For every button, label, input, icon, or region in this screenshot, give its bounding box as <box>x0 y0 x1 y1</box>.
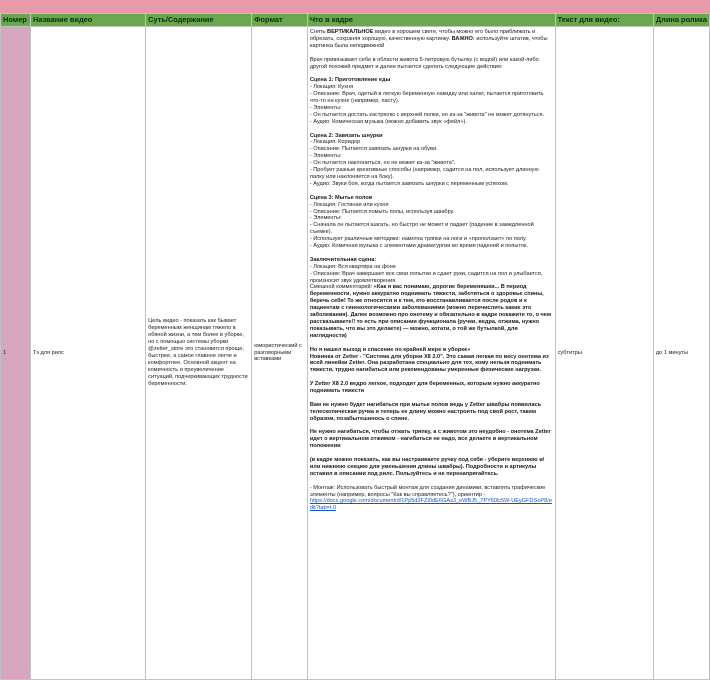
top-color-strip <box>0 0 710 14</box>
scene-3-title: Сцена 3: Мытье полов <box>309 194 373 201</box>
scene-3-line: - Элементы: <box>309 215 342 222</box>
scene-2-line: - Описание: Пытается завязать шнурки на обуви. <box>309 146 438 153</box>
scene-2-line: - Аудио: Звуки боя, когда пытается завязать шнурки с переменным успехом. <box>309 180 509 187</box>
scene-1-line: - Описание: Врач, одетый в легкую беременную накидку или халат, пытается приготовить что-то на кухне (например, пасту). <box>309 91 544 105</box>
content-plan-table <box>0 13 710 680</box>
video-length: до 1 минуты <box>655 349 688 356</box>
table-row <box>1 27 710 680</box>
product-wringer: Не нужно нагибаться, чтобы отжать тряпку, а с животом это неудобно - онотема Zetter идет о вертикальном отжимом - нагибаться не надо, все делаете в вертикальном положении <box>309 429 551 450</box>
final-scene-line: - Описание: Врач завершает все свои попытки и сдает руки, садится на пол и улыбается, произносит звук удовлетворения. <box>309 270 543 284</box>
final-comment <box>310 284 553 339</box>
scene-1-line: - Локация: Кухня <box>309 84 354 91</box>
row-number: 1 <box>3 349 7 356</box>
scene-1-line: - Он пытается достать кастрюлю с верхней полки, но из-за "живота" не может дотянуться. <box>309 111 545 118</box>
shooting-instructions <box>310 29 553 50</box>
scene-1-title: Сцена 1: Приготовление еды <box>309 77 391 84</box>
scene-2-line: - Он пытается наклониться, но не может из-за "живота". <box>309 160 456 167</box>
scene-2-line: - Элементы: <box>309 153 342 160</box>
essence-text: Цель видео - показать как бывает беременным женщинам тяжело в обяной жизни, а тем более в уборке, но с помощью системы уборки @zetter_store это становится проще, быстрее, а самое главное легче и комфортнее. Основной акцент на комичность и преувеличение ситуаций, подчеркивающих трудности беременности. <box>148 318 248 387</box>
scene-3-line: - Локация: Гостиная или кухня <box>309 201 389 208</box>
intro-text-3: используйте штатив, чтобы картинка была неподвижной <box>309 35 548 49</box>
product-tip: (в кадре можно показать, как вы настраиваете ручку под себя - уберите верхнюю и/или нижнюю секцию для уменьшения длины швабры). Подробности и артикулы оставил в описании под рилс. Пользуйтесь и не перенапрягайтесь. <box>309 457 545 477</box>
scene-3-line: - Использует различные методики: намотка тряпки на ноги и «проползает» по полу. <box>309 236 527 243</box>
header-length[interactable]: Длина ролика <box>653 14 709 27</box>
product-intro: Новинка от Zetter - "Система для уборки X8 2.0". Это самая легкая по весу онотема из всей линейки Zetter. Она разработана специально для тех, кому нельзя поднимать тяжести, трудно нагибаться или рекомендованы умеренные физические нагрузки. <box>309 353 549 374</box>
reference-link[interactable]: https://docs.google.com/document/d/1Pp5d3FZI0dE6GAs3_eWBJ5_7PY60lc5W-UEyGFDSoP8/edit?tab=t.0 <box>309 498 552 512</box>
video-text: субтитры <box>557 349 582 356</box>
scene-3-line: - Сначала он пытается шагать, но быстро не может и падает (падение в замедленной съемке). <box>309 222 534 236</box>
final-scene-line: - Локация: Вся квартира на фоне <box>309 263 396 270</box>
header-format[interactable]: Формат <box>252 14 308 27</box>
cell-video-text[interactable] <box>555 27 653 680</box>
comment-speech: «Как я вас понимаю, дорогие беременяшки... В период беременности, нужно аккуратно поднимать тяжести, заботиться о здоровье спины, беречь себя! То же относится и к тем, кто восстанавливается после родов и к пациентам с гинекологическими заболеваниями (можно перечислить какие это заболевания). Далее возможно про онотему и обязательно в кадре покажите то, о чем рассказываете!! то есть при описании функционала (ручки, ведра, отжима, нужно показывать, что вы это делаете) — можно, котати, о той же бутылкой, для наглядности) <box>309 284 551 339</box>
scene-3-line: - Аудио: Комичная музыка с элементами драматургии во время падений и попыток. <box>309 243 529 250</box>
header-number[interactable]: Номер <box>1 14 31 27</box>
scene-2-line: - Локация: Коридор <box>309 139 361 146</box>
product-bucket: У Zetter X8 2.0 ведро легкое, подходит для беременных, которым нужно аккуратно поднимать тяжести <box>309 381 540 395</box>
cell-in-frame[interactable] <box>307 27 555 680</box>
reference-link-line <box>310 498 553 512</box>
scene-1-line: - Элементы: <box>309 104 342 111</box>
scene-2-line: - Пробует разные креативные способы (например, садится на пол, использует длинную палку или наклоняется на боку). <box>309 167 539 180</box>
comment-label: Смешной комментарий: <box>309 284 374 291</box>
montage-note: - Монтаж: Использовать быстрый монтаж для создания динамики, вставлять графические элементы (например, вопросы "Как вы справляетесь?"), ориентир - <box>309 484 546 498</box>
scene-1-line: - Аудио: Комическая музыка (можно добавить звук «фейл»). <box>309 118 467 125</box>
video-name: Тз для рилс <box>32 349 64 356</box>
header-in-frame[interactable]: Что в кадре <box>307 14 555 27</box>
intro-text-2: видео в хорошем свете, чтобы можно его было приближать и обрезать, сохраняя хорошую, качественную картинку. <box>309 29 536 42</box>
intro-important: ВАЖНО: <box>451 35 475 42</box>
format-text: юмористический с разговорными вставками <box>254 342 302 363</box>
cell-length[interactable] <box>653 27 709 680</box>
header-essence[interactable]: Суть/Содержание <box>146 14 252 27</box>
cell-essence[interactable] <box>146 27 252 680</box>
header-video-text[interactable]: Текст для видео: <box>555 14 653 27</box>
solution-line: Но я нашел выход и спасение по крайней мере в уборке» <box>309 346 471 353</box>
setup-text: Врач привязывает себе в области живота 5-литровую бутылку (с водой) или какой-либо другой похожий предмет и далее пытается сделать следующие действия: <box>309 56 539 70</box>
scene-2-title: Сцена 2: Завязать шнурки <box>309 132 383 139</box>
header-video-name[interactable]: Название видео <box>30 14 145 27</box>
final-scene-title: Заключительная сцена: <box>309 256 377 263</box>
cell-number[interactable] <box>1 27 31 680</box>
intro-text: Снять <box>309 29 328 35</box>
cell-format[interactable] <box>252 27 308 680</box>
intro-vertical: ВЕРТИКАЛЬНОЕ <box>327 29 374 35</box>
header-row <box>1 14 710 27</box>
product-handle: Вам не нужно будет нагибаться при мытье полов ведь у Zetter швабры появилась телескопическая ручка и теперь ее длину можно настроить под свой рост, таким образом, позабытешинось о спине. <box>309 401 542 422</box>
cell-video-name[interactable] <box>30 27 145 680</box>
scene-3-line: - Описание: Пытается помыть полы, используя швабру. <box>309 208 455 215</box>
